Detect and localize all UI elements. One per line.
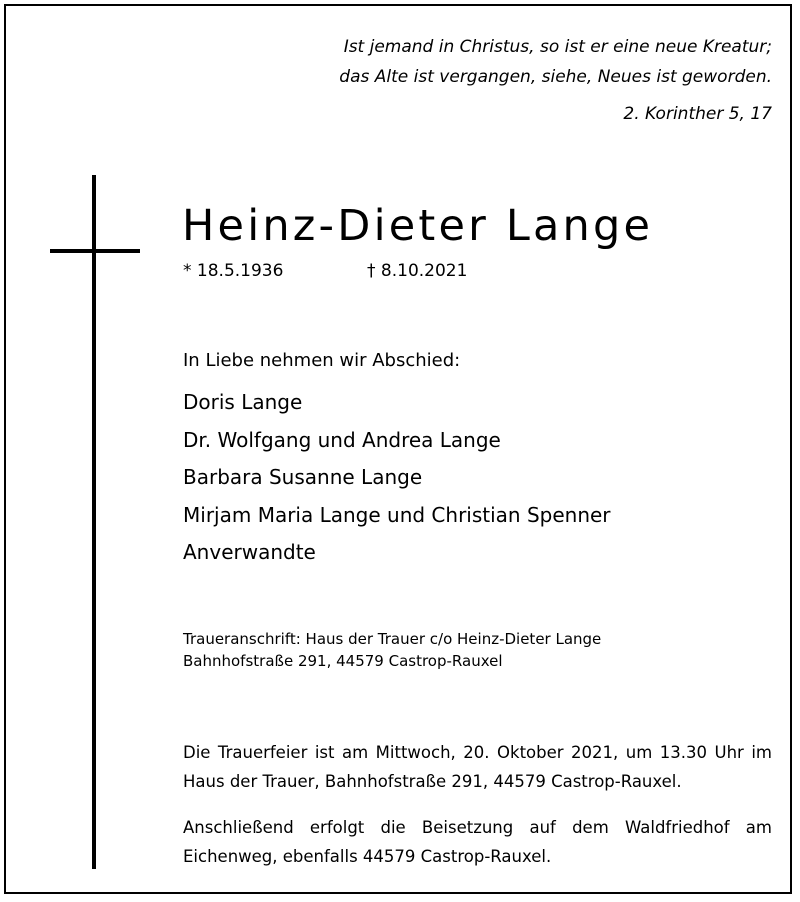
address-line-2: Bahnhofstraße 291, 44579 Castrop-Rauxel [183, 652, 503, 670]
burial-info: Anschließend erfolgt die Beisetzung auf dem Waldfriedhof am Eichenweg, ebenfalls 44579 Castrop-Rauxel. [183, 818, 772, 866]
mourner: Dr. Wolfgang und Andrea Lange [183, 427, 501, 452]
mourner: Doris Lange [183, 390, 303, 414]
verse-line-2: das Alte ist vergangen, siehe, Neues ist geworden. [339, 67, 772, 87]
cross-vertical-beam [92, 175, 96, 869]
deceased-name: Heinz-Dieter Lange [182, 201, 654, 251]
death-date: † 8.10.2021 [367, 261, 468, 281]
birth-date: * 18.5.1936 [183, 261, 284, 281]
life-dates [183, 260, 468, 282]
mourner: Mirjam Maria Lange und Christian Spenner [183, 502, 611, 527]
mourner: Anverwandte [183, 540, 316, 564]
mourner: Barbara Susanne Lange [183, 465, 423, 489]
address-line-1: Traueranschrift: Haus der Trauer c/o Heinz-Dieter Lange [183, 630, 602, 648]
farewell-intro: In Liebe nehmen wir Abschied: [183, 350, 461, 371]
bible-verse [339, 32, 772, 129]
verse-reference: 2. Korinther 5, 17 [623, 104, 772, 124]
ceremony-info: Die Trauerfeier ist am Mittwoch, 20. Oktober 2021, um 13.30 Uhr im Haus der Trauer, Bahnhofstraße 291, 44579 Castrop-Rauxel. [183, 743, 772, 791]
mourning-address [183, 628, 601, 672]
verse-line-1: Ist jemand in Christus, so ist er eine neue Kreatur; [343, 37, 772, 57]
cross-horizontal-beam [50, 249, 140, 253]
mourners-list [183, 384, 611, 572]
